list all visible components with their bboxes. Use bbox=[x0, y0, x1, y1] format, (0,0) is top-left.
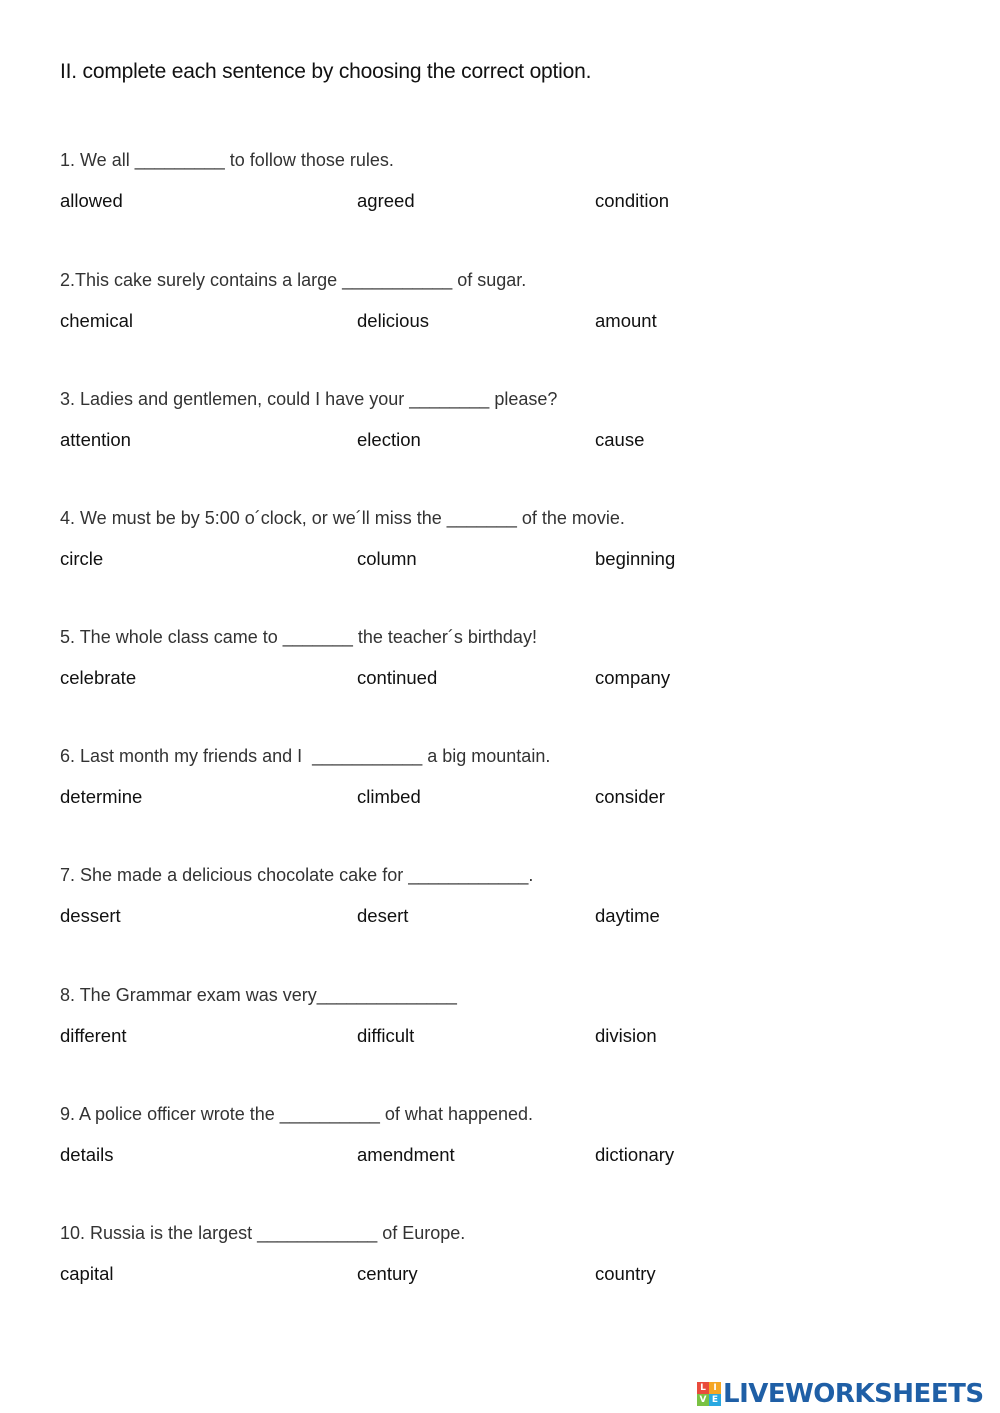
question-text: 9. A police officer wrote the __________ of what happened. bbox=[60, 1104, 534, 1124]
question-text: 6. Last month my friends and I ___________ a big mountain. bbox=[60, 746, 551, 766]
option-c[interactable]: condition bbox=[595, 190, 670, 211]
option-a[interactable]: dessert bbox=[60, 905, 121, 926]
option-b[interactable]: climbed bbox=[357, 786, 421, 807]
option-b[interactable]: election bbox=[357, 429, 421, 450]
option-c[interactable]: division bbox=[595, 1025, 657, 1046]
question-text: 1. We all _________ to follow those rules. bbox=[60, 150, 394, 170]
option-c[interactable]: company bbox=[595, 667, 671, 688]
option-c[interactable]: amount bbox=[595, 310, 657, 331]
logo-mark-letter: L bbox=[697, 1382, 709, 1394]
option-a[interactable]: details bbox=[60, 1144, 114, 1165]
question-text: 3. Ladies and gentlemen, could I have your ________ please? bbox=[60, 389, 558, 409]
option-c[interactable]: consider bbox=[595, 786, 665, 807]
question-7 bbox=[60, 865, 940, 955]
question-9 bbox=[60, 1104, 940, 1194]
logo-text: LIVEWORKSHEETS bbox=[723, 1379, 984, 1409]
option-c[interactable]: dictionary bbox=[595, 1144, 675, 1165]
question-text: 2.This cake surely contains a large ___________ of sugar. bbox=[60, 270, 527, 290]
option-a[interactable]: chemical bbox=[60, 310, 133, 331]
option-c[interactable]: country bbox=[595, 1263, 656, 1284]
option-a[interactable]: determine bbox=[60, 786, 143, 807]
option-b[interactable]: century bbox=[357, 1263, 418, 1284]
option-a[interactable]: attention bbox=[60, 429, 131, 450]
option-b[interactable]: column bbox=[357, 548, 417, 569]
question-8 bbox=[60, 985, 940, 1075]
question-text: 8. The Grammar exam was very______________ bbox=[60, 985, 457, 1005]
logo-mark-letter: I bbox=[709, 1382, 721, 1394]
question-5 bbox=[60, 627, 940, 717]
option-a[interactable]: different bbox=[60, 1025, 127, 1046]
option-a[interactable]: celebrate bbox=[60, 667, 137, 688]
question-2 bbox=[60, 270, 940, 360]
logo-mark-letter: V bbox=[697, 1394, 709, 1406]
question-1 bbox=[60, 150, 940, 240]
option-a[interactable]: circle bbox=[60, 548, 104, 569]
question-text: 5. The whole class came to _______ the teacher´s birthday! bbox=[60, 627, 537, 647]
liveworksheets-mark-icon bbox=[697, 1382, 721, 1406]
option-b[interactable]: difficult bbox=[357, 1025, 415, 1046]
question-4 bbox=[60, 508, 940, 598]
option-b[interactable]: desert bbox=[357, 905, 409, 926]
option-c[interactable]: daytime bbox=[595, 905, 660, 926]
question-text: 7. She made a delicious chocolate cake for ____________. bbox=[60, 865, 534, 885]
option-c[interactable]: cause bbox=[595, 429, 645, 450]
question-text: 10. Russia is the largest ____________ of Europe. bbox=[60, 1223, 466, 1243]
liveworksheets-logo bbox=[697, 1378, 984, 1410]
question-3 bbox=[60, 389, 940, 479]
option-b[interactable]: agreed bbox=[357, 190, 415, 211]
question-6 bbox=[60, 746, 940, 836]
logo-mark-letter: E bbox=[709, 1394, 721, 1406]
worksheet-title: II. complete each sentence by choosing the correct option. bbox=[60, 60, 592, 83]
option-b[interactable]: continued bbox=[357, 667, 438, 688]
option-b[interactable]: delicious bbox=[357, 310, 429, 331]
question-10 bbox=[60, 1223, 940, 1313]
option-a[interactable]: allowed bbox=[60, 190, 123, 211]
option-c[interactable]: beginning bbox=[595, 548, 676, 569]
question-text: 4. We must be by 5:00 o´clock, or we´ll miss the _______ of the movie. bbox=[60, 508, 625, 528]
option-b[interactable]: amendment bbox=[357, 1144, 455, 1165]
option-a[interactable]: capital bbox=[60, 1263, 114, 1284]
